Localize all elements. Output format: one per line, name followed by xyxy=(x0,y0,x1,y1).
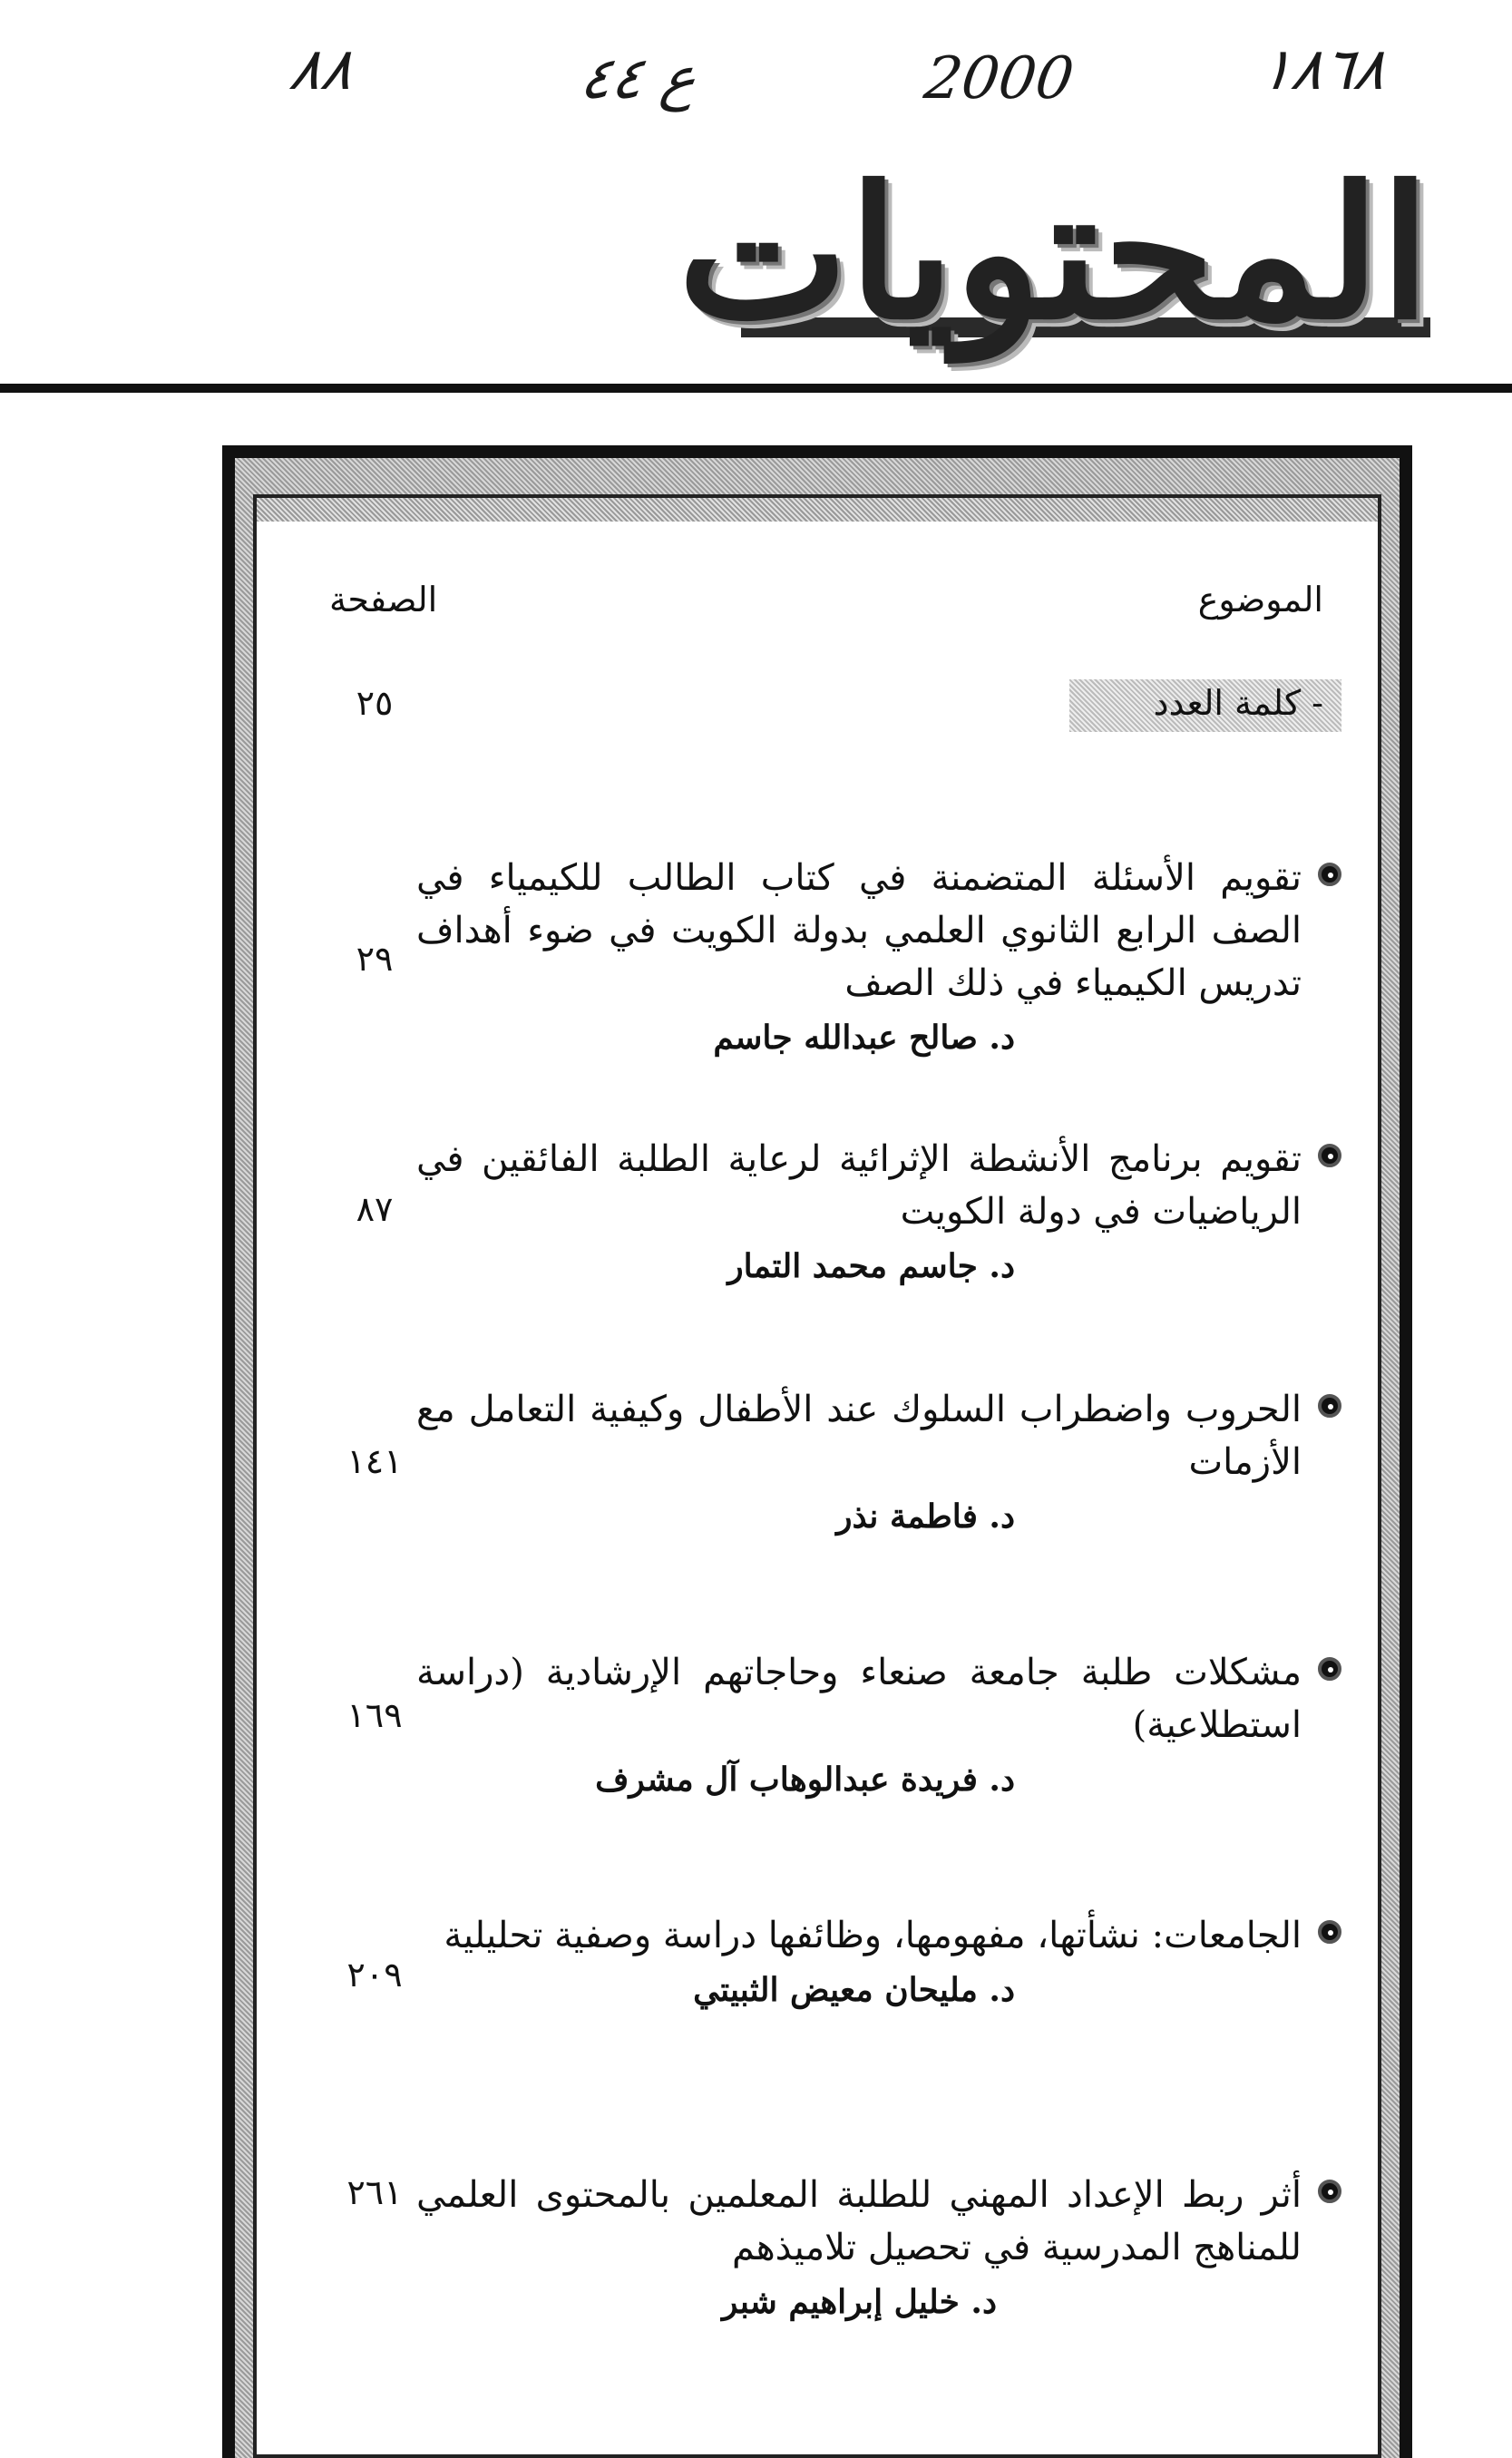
contents-panel xyxy=(253,494,1381,2458)
entry-title: الجامعات: نشأتها، مفهومها، وظائفها دراسة وصفية تحليلية xyxy=(444,1915,1302,1956)
list-item xyxy=(416,1646,1341,1799)
handwritten-note: ١٨٦٨ xyxy=(1255,36,1390,103)
handwritten-note: ع ٤٤ xyxy=(575,45,701,112)
page-number: ١٦٩ xyxy=(346,1695,403,1735)
list-item xyxy=(416,1909,1341,2009)
page-number: ٨٧ xyxy=(356,1189,394,1229)
handwritten-note: 2000 xyxy=(920,45,1078,112)
entry-author: د. مليحان معيض الثبيتي xyxy=(693,1971,1015,2009)
bullet-icon xyxy=(1318,1394,1341,1418)
entry-title: مشكلات طلبة جامعة صنعاء وحاجاتهم الإرشادية (دراسة استطلاعية) xyxy=(416,1652,1302,1746)
page-number: ٢٠٩ xyxy=(346,1955,403,1995)
entry-title: تقويم الأسئلة المتضمنة في كتاب الطالب للكيمياء في الصف الرابع الثانوي العلمي بدولة الكويت في ضوء أهداف تدريس الكيمياء في ذلك الصف xyxy=(416,857,1302,1004)
page-number: ٢٦١ xyxy=(346,2172,403,2212)
page-number: ٢٥ xyxy=(356,683,394,723)
list-item xyxy=(416,852,1341,1057)
bullet-icon xyxy=(1318,863,1341,886)
bullet-icon xyxy=(1318,1144,1341,1167)
frame-border-pattern xyxy=(235,458,1400,2458)
entry-title: أثر ربط الإعداد المهني للطلبة المعلمين بالمحتوى العلمي للمناهج المدرسية في تحصيل تلاميذهم xyxy=(416,2174,1302,2268)
masthead-title: المحتويات xyxy=(678,147,1430,360)
entry-author: د. فاطمة نذر xyxy=(836,1497,1015,1536)
header-rule xyxy=(0,384,1512,393)
bullet-icon xyxy=(1318,2180,1341,2203)
handwritten-note: ٨٨ xyxy=(285,36,357,103)
list-item xyxy=(416,1383,1341,1536)
entry-author: د. جاسم محمد التمار xyxy=(727,1247,1015,1285)
entry-title: تقويم برنامج الأنشطة الإثرائية لرعاية الطلبة الفائقين في الرياضيات في دولة الكويت xyxy=(416,1138,1302,1233)
entry-author: د. صالح عبدالله جاسم xyxy=(713,1019,1015,1057)
contents-frame xyxy=(222,445,1412,2458)
entry-author: د. فريدة عبدالوهاب آل مشرف xyxy=(595,1761,1015,1799)
entry-author: د. خليل إبراهيم شبر xyxy=(721,2283,997,2321)
column-header-topic: الموضوع xyxy=(1197,580,1323,619)
list-item xyxy=(416,1133,1341,1285)
bullet-icon xyxy=(1318,1920,1341,1944)
intro-label: - كلمة العدد xyxy=(1153,683,1323,723)
page-number: ٢٩ xyxy=(356,939,394,979)
column-header-page: الصفحة xyxy=(329,580,438,619)
handwritten-notes xyxy=(0,36,1512,136)
bullet-icon xyxy=(1318,1657,1341,1681)
page-number: ١٤١ xyxy=(346,1441,403,1481)
contents-list xyxy=(257,498,1378,2454)
masthead xyxy=(678,127,1430,360)
entry-title: الحروب واضطراب السلوك عند الأطفال وكيفية التعامل مع الأزمات xyxy=(416,1389,1302,1483)
list-item xyxy=(416,2169,1341,2321)
